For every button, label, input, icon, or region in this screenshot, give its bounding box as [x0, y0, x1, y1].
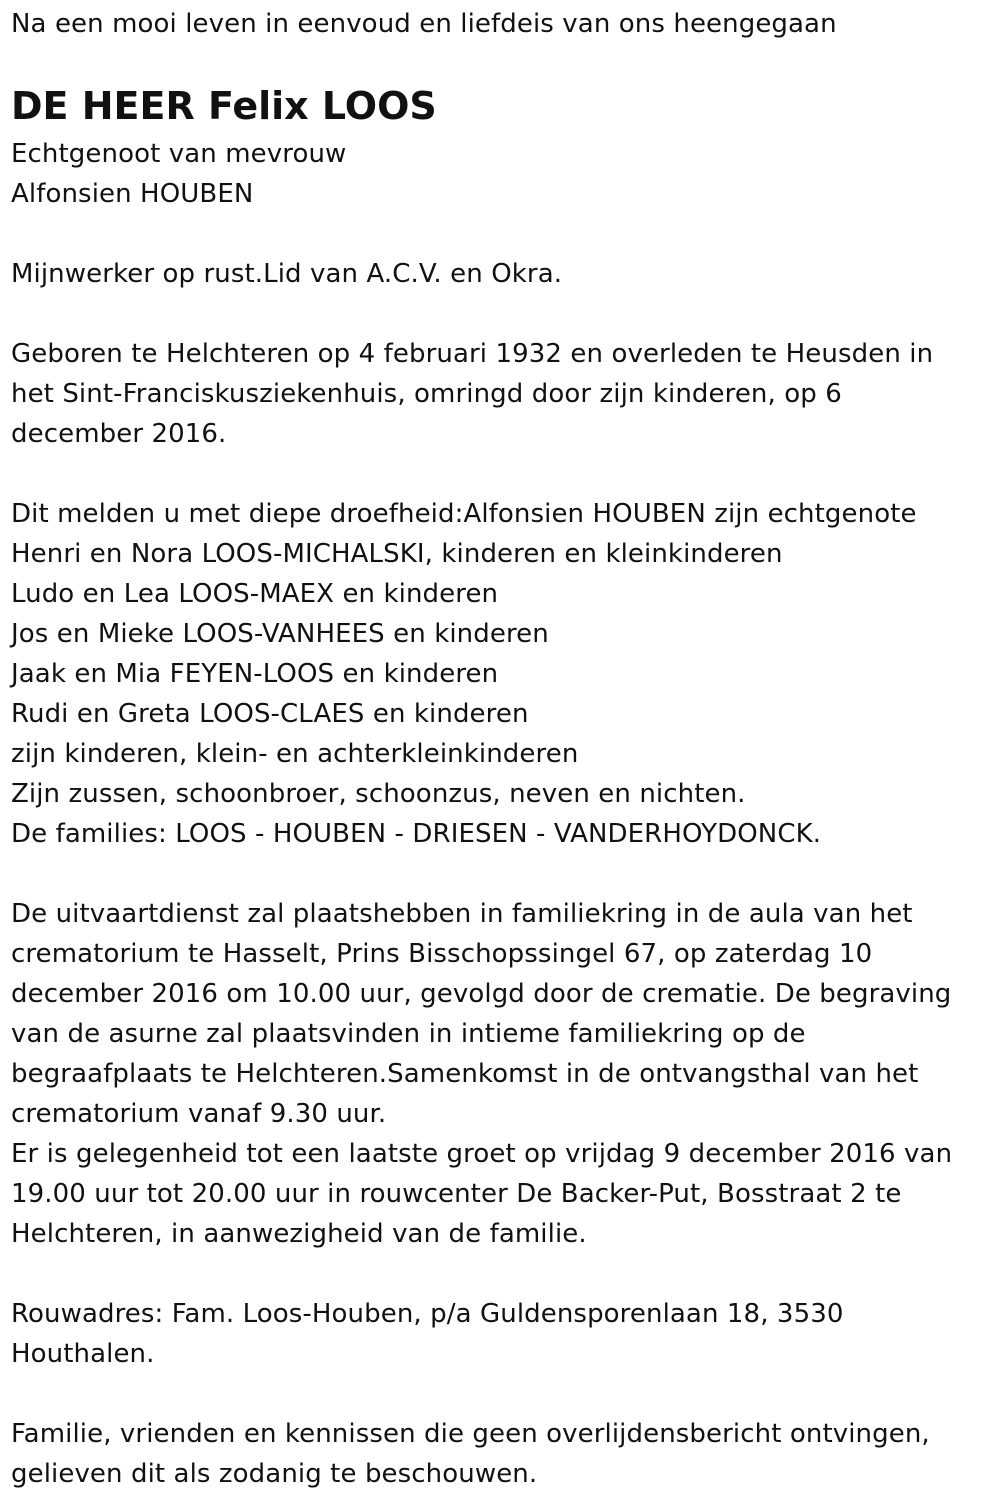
paragraph-line: Houthalen. [11, 1339, 155, 1369]
paragraph-line: december 2016 om 10.00 uur, gevolgd door de crematie. De begraving [11, 979, 952, 1009]
family-line: zijn kinderen, klein- en achterkleinkinderen [11, 739, 579, 769]
paragraph-line: van de asurne zal plaatsvinden in intieme familiekring op de [11, 1019, 806, 1049]
spouse-block [11, 134, 346, 214]
family-line: Ludo en Lea LOOS-MAEX en kinderen [11, 579, 499, 609]
occupation-block [11, 254, 562, 294]
family-line: Henri en Nora LOOS-MICHALSKI, kinderen en kleinkinderen [11, 539, 783, 569]
paragraph-line: december 2016. [11, 419, 227, 449]
paragraph-line: Helchteren, in aanwezigheid van de familie. [11, 1219, 587, 1249]
paragraph-line: begraafplaats te Helchteren.Samenkomst in de ontvangsthal van het [11, 1059, 919, 1089]
paragraph-line: Geboren te Helchteren op 4 februari 1932 en overleden te Heusden in [11, 339, 934, 369]
paragraph-line: 19.00 uur tot 20.00 uur in rouwcenter De Backer-Put, Bosstraat 2 te [11, 1179, 902, 1209]
family-line: Zijn zussen, schoonbroer, schoonzus, neven en nichten. [11, 779, 746, 809]
family-line: Dit melden u met diepe droefheid:Alfonsien HOUBEN zijn echtgenote [11, 499, 917, 529]
paragraph-line: crematorium te Hasselt, Prins Bisschopssingel 67, op zaterdag 10 [11, 939, 873, 969]
paragraph-line: gelieven dit als zodanig te beschouwen. [11, 1459, 538, 1489]
closing-paragraph [11, 1414, 930, 1494]
intro-line: Na een mooi leven in eenvoud en liefdeis van ons heengegaan [11, 9, 837, 39]
family-line: Rudi en Greta LOOS-CLAES en kinderen [11, 699, 529, 729]
occupation-line: Mijnwerker op rust.Lid van A.C.V. en Okra. [11, 259, 563, 289]
paragraph-line: Familie, vrienden en kennissen die geen overlijdensbericht ontvingen, [11, 1419, 930, 1449]
family-line: De families: LOOS - HOUBEN - DRIESEN - VANDERHOYDONCK. [11, 819, 822, 849]
spouse-name-line: Alfonsien HOUBEN [11, 179, 254, 209]
paragraph-line: De uitvaartdienst zal plaatshebben in familiekring in de aula van het [11, 899, 913, 929]
birth-death-paragraph [11, 334, 933, 454]
family-list [11, 494, 917, 854]
paragraph-line: Rouwadres: Fam. Loos-Houben, p/a Guldensporenlaan 18, 3530 [11, 1299, 844, 1329]
family-line: Jaak en Mia FEYEN-LOOS en kinderen [11, 659, 499, 689]
spouse-line: Echtgenoot van mevrouw [11, 139, 347, 169]
paragraph-line: crematorium vanaf 9.30 uur. [11, 1099, 387, 1129]
funeral-paragraph [11, 894, 952, 1254]
paragraph-line: Er is gelegenheid tot een laatste groet op vrijdag 9 december 2016 van [11, 1139, 953, 1169]
deceased-name-heading: DE HEER Felix LOOS [11, 84, 437, 128]
paragraph-line: het Sint-Franciskusziekenhuis, omringd door zijn kinderen, op 6 [11, 379, 842, 409]
family-line: Jos en Mieke LOOS-VANHEES en kinderen [11, 619, 549, 649]
address-paragraph [11, 1294, 844, 1374]
